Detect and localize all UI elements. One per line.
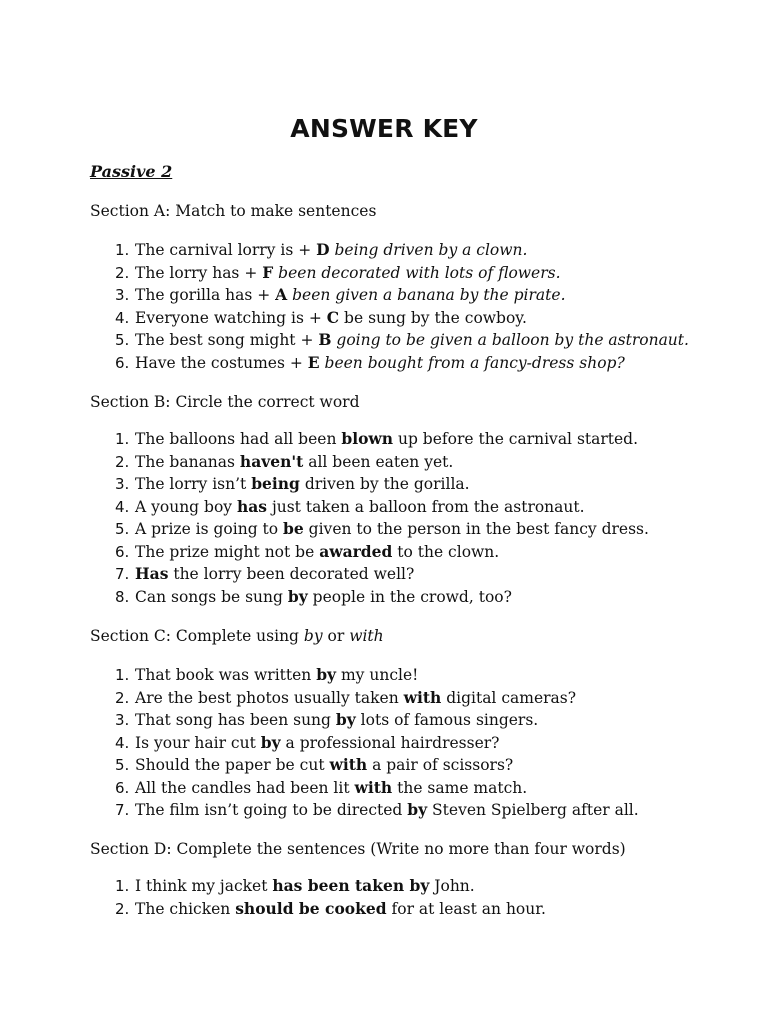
section-b-heading: Section B: Circle the correct word bbox=[90, 393, 360, 411]
list-item: 5. The best song might + B going to be given a balloon by the astronaut. bbox=[115, 330, 689, 349]
list-item: 6. Have the costumes + E been bought from a fancy-dress shop? bbox=[115, 352, 625, 372]
list-item: 4. Everyone watching is + C be sung by the cowboy. bbox=[115, 307, 527, 327]
list-item: 1. The balloons had all been blown up before the carnival started. bbox=[115, 429, 639, 448]
section-d-heading: Section D: Complete the sentences (Write no more than four words) bbox=[90, 840, 626, 858]
list-item: 5. A prize is going to be given to the person in the best fancy dress. bbox=[115, 519, 649, 538]
section-c-heading: Section C: Complete using by or with bbox=[90, 627, 384, 645]
section-a-list bbox=[90, 239, 689, 374]
list-item: 1. I think my jacket has been taken by John. bbox=[115, 876, 475, 895]
list-item: 1. The carnival lorry is + D being driven by a clown. bbox=[115, 240, 528, 259]
list-item: 6. The prize might not be awarded to the clown. bbox=[115, 541, 500, 561]
list-item: 3. The gorilla has + A been given a banana by the pirate. bbox=[115, 285, 566, 304]
list-item: 4. A young boy has just taken a balloon from the astronaut. bbox=[115, 496, 585, 516]
page-subtitle: Passive 2 bbox=[90, 162, 173, 181]
section-a-heading: Section A: Match to make sentences bbox=[90, 202, 377, 220]
list-item: 8. Can songs be sung by people in the crowd, too? bbox=[115, 586, 512, 606]
list-item: 3. That song has been sung by lots of famous singers. bbox=[115, 710, 539, 729]
list-item: 2. The chicken should be cooked for at least an hour. bbox=[115, 898, 546, 918]
list-item: 7. The film isn’t going to be directed by Steven Spielberg after all. bbox=[115, 800, 639, 819]
list-item: 7. Has the lorry been decorated well? bbox=[115, 564, 415, 583]
section-b-list bbox=[90, 428, 649, 608]
list-item: 4. Is your hair cut by a professional hairdresser? bbox=[115, 732, 500, 752]
list-item: 1. That book was written by my uncle! bbox=[115, 665, 419, 684]
list-item: 2. The bananas haven't all been eaten yet. bbox=[115, 451, 454, 471]
list-item: 2. Are the best photos usually taken with digital cameras? bbox=[115, 687, 577, 707]
section-d-list bbox=[90, 875, 546, 920]
section-c-list bbox=[90, 664, 639, 822]
page-title: ANSWER KEY bbox=[290, 114, 478, 143]
list-item: 6. All the candles had been lit with the same match. bbox=[115, 777, 528, 797]
list-item: 3. The lorry isn’t being driven by the gorilla. bbox=[115, 474, 470, 493]
list-item: 5. Should the paper be cut with a pair of scissors? bbox=[115, 755, 514, 774]
list-item: 2. The lorry has + F been decorated with lots of flowers. bbox=[115, 262, 561, 282]
